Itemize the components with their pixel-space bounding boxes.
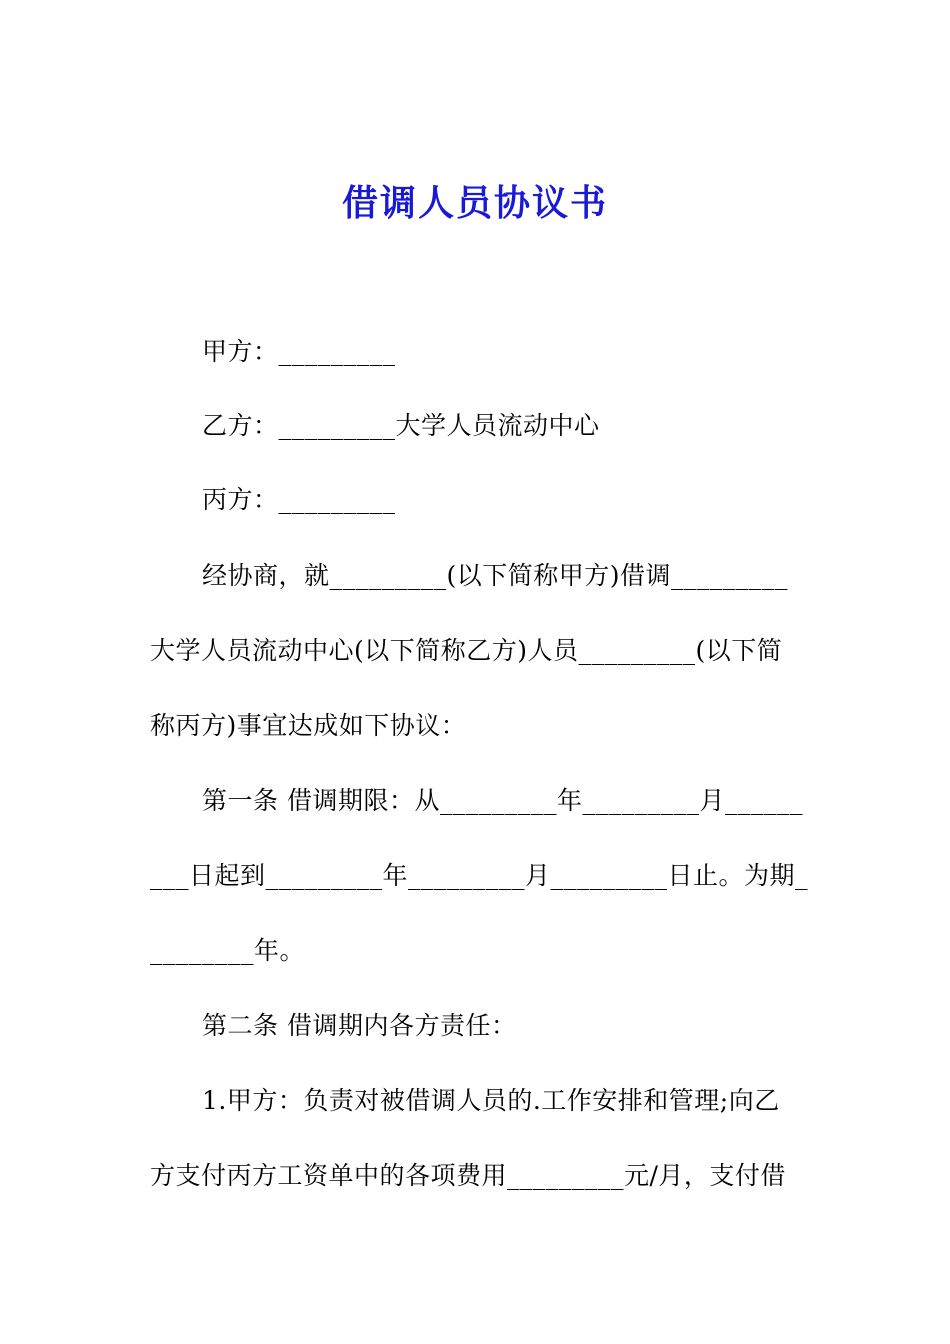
article-1-line-3: ________年。 [150, 936, 306, 965]
article-2-item-1-line-1: 1.甲方：负责对被借调人员的.工作安排和管理;向乙 [202, 1086, 780, 1115]
body-line-2: 大学人员流动中心(以下简称乙方)人员_________(以下简 [150, 636, 783, 665]
party-a-line: 甲方：_________ [202, 337, 396, 366]
party-b-line: 乙方：_________大学人员流动中心 [202, 411, 600, 440]
article-2-item-1-line-2: 方支付丙方工资单中的各项费用_________元/月，支付借 [150, 1161, 786, 1190]
article-1-line-1: 第一条 借调期限：从_________年_________月______ [202, 786, 803, 815]
party-c-line: 丙方：_________ [202, 485, 396, 514]
article-2-heading: 第二条 借调期内各方责任： [202, 1011, 517, 1040]
body-line-1: 经协商，就_________(以下简称甲方)借调_________ [202, 561, 789, 590]
body-line-3: 称丙方)事宜达成如下协议： [150, 711, 467, 740]
document-title: 借调人员协议书 [341, 182, 608, 224]
article-1-line-2: ___日起到_________年_________月_________日止。为期_ [150, 861, 809, 890]
